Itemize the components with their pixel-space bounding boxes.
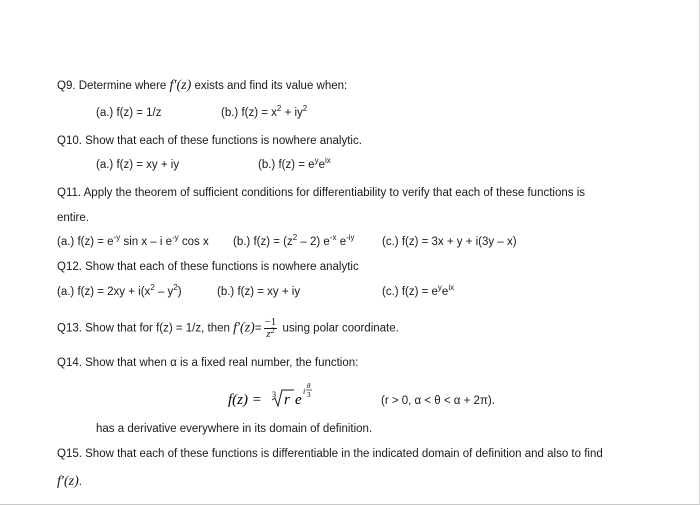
- q10b-expr-mid: e: [318, 159, 325, 171]
- q13-tail: using polar coordinate.: [282, 322, 399, 335]
- q9b-exp1: 2: [276, 104, 282, 113]
- q9-fprime: f′(z): [169, 78, 192, 93]
- q14-exp-num: θ: [307, 382, 311, 390]
- q10a-expr: f(z) = xy + iy: [116, 159, 180, 171]
- q12c-mid: e: [441, 286, 449, 298]
- q13-eq: =: [254, 322, 262, 335]
- q12a-post: ): [177, 286, 182, 298]
- q10a-label: (a.): [96, 159, 114, 171]
- q11a-mid: sin x – i e: [123, 236, 173, 248]
- q11-line1: Q11. Apply the theorem of sufficient conditions for differentiability to verify that each of these functions is: [57, 187, 586, 199]
- q9b-expr-mid: + iy: [281, 107, 303, 119]
- q11b-e2: -x: [329, 233, 337, 242]
- q9-lead: Q9. Determine where: [57, 80, 167, 92]
- q12b-expr: f(z) = xy + iy: [237, 286, 301, 298]
- q13-denominator: $z^2$: [266, 326, 275, 340]
- q14-domain: (r > 0, α < θ < α + 2π).: [381, 395, 495, 407]
- q12b-label: (b.): [217, 286, 235, 298]
- q14-line: Q14. Show that when α is a fixed real number, the function:: [57, 357, 359, 369]
- q14-formula-svg: [228, 382, 340, 412]
- q13-numerator: −1: [264, 316, 277, 328]
- q11a-label: (a.): [57, 236, 75, 248]
- q12a-e1: 2: [150, 283, 155, 292]
- q11b-e3: -iy: [346, 233, 355, 242]
- q13-lead: Q13. Show that for f(z) = 1/z, then: [57, 322, 230, 335]
- q12c-label: (c.): [382, 286, 399, 298]
- q11-line2: entire.: [57, 212, 89, 224]
- q9a-expr: f(z) = 1/z: [116, 107, 162, 119]
- q14-exp-i: i: [303, 387, 306, 396]
- q11c-expr: f(z) = 3x + y + i(3y – x): [401, 236, 517, 248]
- q11a-e2: -y: [172, 233, 179, 242]
- q11a-e1: -y: [113, 233, 121, 242]
- q12c-e1: y: [437, 283, 442, 292]
- q11b-mid2: e: [339, 236, 347, 248]
- q13-den-exp: 2: [270, 326, 275, 335]
- q9b: [221, 105, 307, 121]
- q12c: [382, 284, 454, 300]
- q9a: [96, 105, 162, 121]
- q9b-exp2: 2: [302, 104, 308, 113]
- q9a-label: (a.): [96, 107, 114, 119]
- q10b-exp1: y: [314, 156, 319, 165]
- q11c-label: (c.): [382, 236, 399, 248]
- q12-line: Q12. Show that each of these functions is nowhere analytic: [57, 261, 359, 273]
- q12a-pre: f(z) = 2xy + i(x: [77, 286, 151, 298]
- q9-line: [57, 78, 347, 94]
- q11b-pre: f(z) = (z: [253, 236, 293, 248]
- q14-lhs: f(z) =: [228, 392, 262, 408]
- q14-radicand: r: [284, 392, 290, 408]
- q11a: [57, 234, 209, 250]
- q14-line2: has a derivative everywhere in its domain of definition.: [96, 423, 373, 435]
- q11b-label: (b.): [233, 236, 251, 248]
- q10b-exp2: ix: [324, 156, 331, 165]
- q15-period: .: [78, 476, 82, 488]
- q14-exp-den: 3: [307, 391, 311, 399]
- q12a-mid: – y: [154, 286, 174, 298]
- q10b-label: (b.): [258, 159, 276, 171]
- q12b: [217, 284, 300, 300]
- q15-fprime: f′(z): [57, 474, 79, 489]
- q9-tail: exists and find its value when:: [194, 80, 348, 92]
- q13-fraction: [264, 317, 278, 340]
- q11a-post: cos x: [181, 236, 209, 248]
- q11b-mid1: – 2) e: [297, 236, 330, 248]
- q10b-expr-pre: f(z) = e: [278, 159, 315, 171]
- q12c-pre: f(z) = e: [401, 286, 438, 298]
- q12a-e2: 2: [173, 283, 178, 292]
- q10b: [258, 157, 331, 173]
- q9b-expr-pre: f(z) = x: [241, 107, 277, 119]
- q11c: [382, 234, 517, 250]
- q10a: [96, 157, 179, 173]
- q12a-label: (a.): [57, 286, 75, 298]
- q11b: [233, 234, 355, 250]
- q11b-e1: 2: [292, 233, 298, 242]
- q15-fprime-line: [57, 474, 82, 490]
- q10-line: Q10. Show that each of these functions is nowhere analytic.: [57, 135, 362, 147]
- q14-root-index: 3: [272, 390, 276, 399]
- q13-line: [57, 317, 399, 340]
- q9b-label: (b.): [221, 107, 239, 119]
- q12c-e2: ix: [448, 283, 455, 292]
- q12a: [57, 284, 182, 300]
- q15-line: Q15. Show that each of these functions is differentiable in the indicated domain of definition and also to find: [57, 448, 603, 460]
- q11a-pre: f(z) = e: [77, 236, 114, 248]
- q14-e: e: [295, 392, 302, 408]
- q13-fprime: f′(z): [233, 320, 255, 336]
